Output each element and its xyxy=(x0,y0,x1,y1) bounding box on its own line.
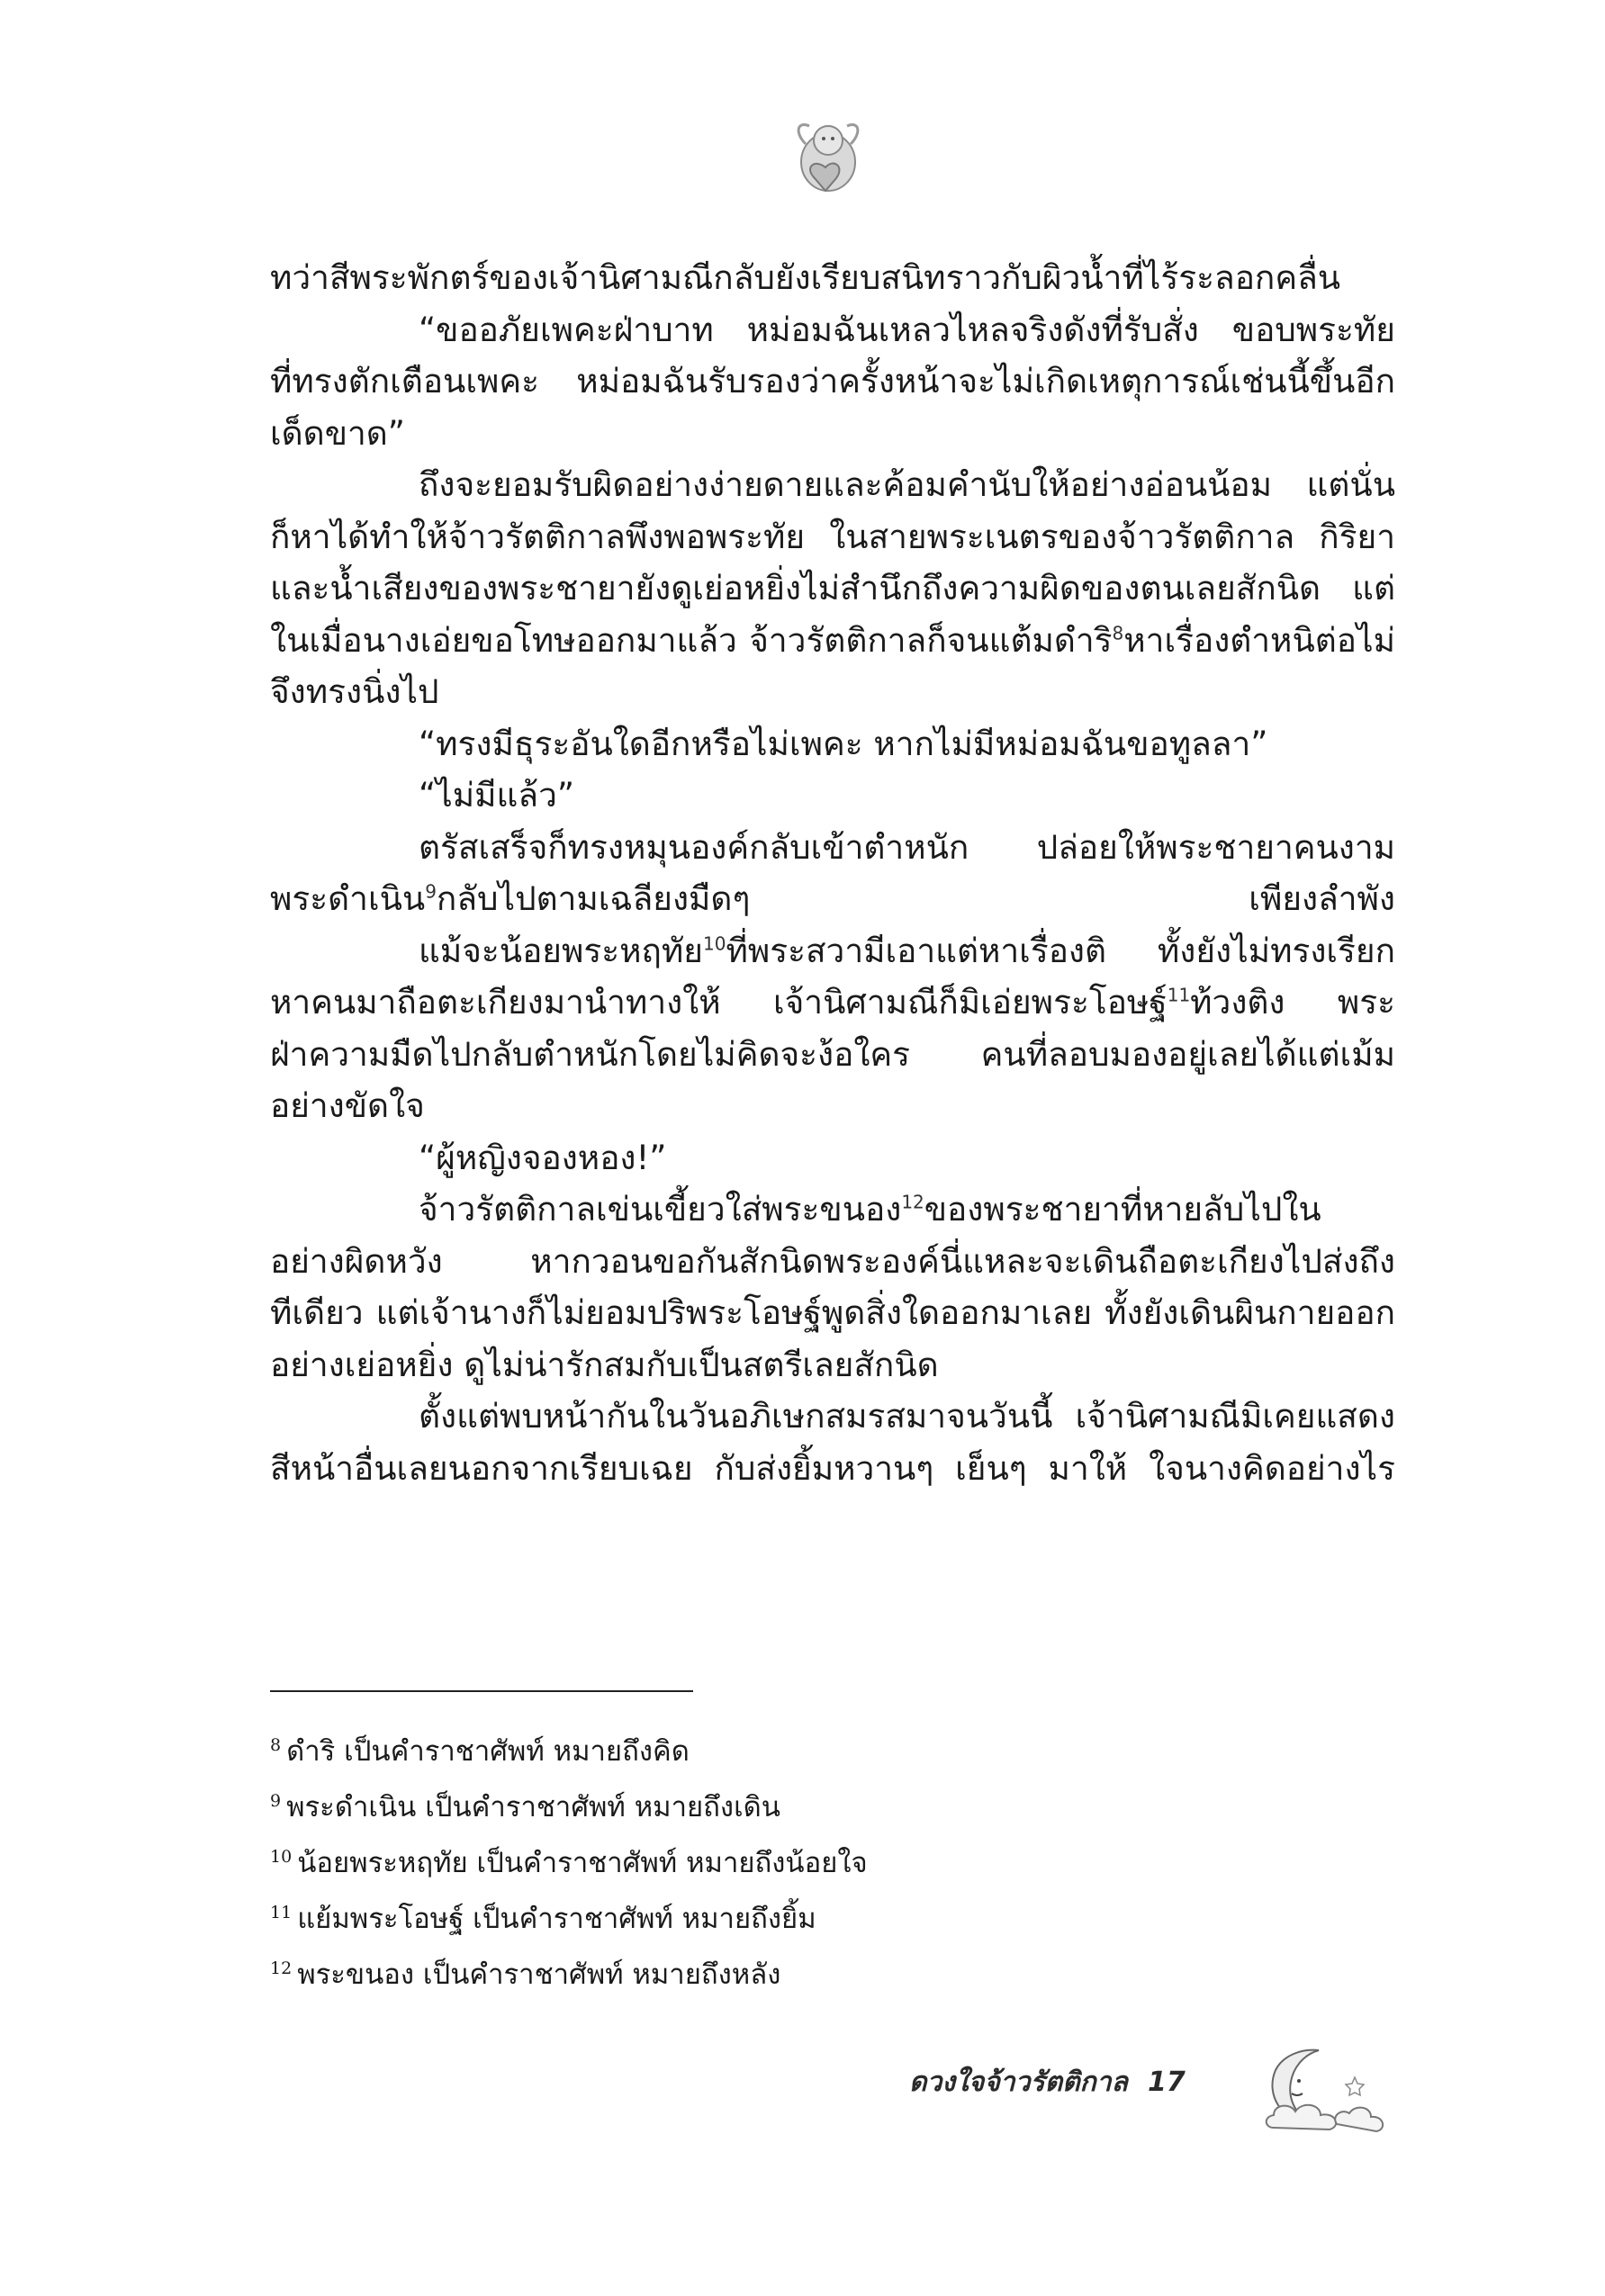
text-line xyxy=(270,615,1395,667)
footnote-number: 9 xyxy=(270,1790,282,1811)
text-segment: “ทรงมีธุระอันใดอีกหรือไม่เพคะ หากไม่มีหม่อมฉันขอทูลลา” xyxy=(419,724,1268,763)
footnote-text: พระขนอง เป็นคำราชาศัพท์ หมายถึงหลัง xyxy=(297,1958,781,1991)
text-line xyxy=(270,666,1395,718)
text-segment: แม้จะน้อยพระหฤทัย xyxy=(419,931,703,970)
footnote-text: พระดำเนิน เป็นคำราชาศัพท์ หมายถึงเดิน xyxy=(286,1791,780,1823)
text-line xyxy=(270,977,1395,1029)
text-line xyxy=(270,822,1395,874)
text-line xyxy=(270,770,1395,822)
footnote-reference: 11 xyxy=(1167,984,1191,1006)
footnote-number: 8 xyxy=(270,1734,282,1755)
text-segment: อย่างผิดหวัง หากวอนขอกันสักนิดพระองค์นี่แหละจะเดินถือตะเกียงไปส่งถึง xyxy=(270,1241,1395,1281)
text-segment: ที่พระสวามีเอาแต่หาเรื่องติ ทั้งยังไม่ทรงเรียก xyxy=(726,931,1395,970)
text-segment: “ขออภัยเพคะฝ่าบาท หม่อมฉันเหลวไหลจริงดังที่รับสั่ง ขอบพระทัย xyxy=(419,310,1395,349)
text-line xyxy=(270,718,1395,770)
text-segment: “ไม่มีแล้ว” xyxy=(419,776,575,815)
text-segment: กลับไปตามเฉลียงมืดๆ เพียงลำพัง xyxy=(436,879,1395,918)
text-segment: จ้าวรัตติกาลเข่นเขี้ยวใส่พระขนอง xyxy=(419,1190,902,1229)
footnote-number: 12 xyxy=(270,1958,293,1978)
text-segment: “ผู้หญิงจองหอง!” xyxy=(419,1138,667,1177)
text-segment: ทีเดียว แต่เจ้านางก็ไม่ยอมปริพระโอษฐ์พูดสิ่งใดออกมาเลย ทั้งยังเดินผินกายออก xyxy=(270,1293,1395,1332)
text-segment: ก็หาได้ทำให้จ้าวรัตติกาลพึงพอพระทัย ในสายพระเนตรของจ้าวรัตติกาล กิริยา xyxy=(270,517,1395,556)
footnote-text: ดำริ เป็นคำราชาศัพท์ หมายถึงคิด xyxy=(286,1735,690,1768)
text-segment: ตรัสเสร็จก็ทรงหมุนองค์กลับเข้าตำหนัก ปล่อยให้พระชายาคนงาม xyxy=(419,827,1395,867)
text-segment: ทว่าสีพระพักตร์ของเจ้านิศามณีกลับยังเรียบสนิทราวกับผิวน้ำที่ไร้ระลอกคลื่น xyxy=(270,258,1341,297)
text-line xyxy=(270,563,1395,615)
footnote-reference: 9 xyxy=(425,880,437,903)
footnote-text: น้อยพระหฤทัย เป็นคำราชาศัพท์ หมายถึงน้อยใจ xyxy=(297,1847,868,1879)
text-line xyxy=(270,1184,1395,1236)
footnote-reference: 10 xyxy=(702,932,726,955)
text-segment: อย่างเย่อหยิ่ง ดูไม่น่ารักสมกับเป็นสตรีเลยสักนิด xyxy=(270,1345,939,1384)
text-segment: ถึงจะยอมรับผิดอย่างง่ายดายและค้อมคำนับให้อย่างอ่อนน้อม แต่นั่น xyxy=(419,465,1395,504)
footnote xyxy=(270,1947,1395,2003)
text-segment: ที่ทรงตักเตือนเพคะ หม่อมฉันรับรองว่าครั้งหน้าจะไม่เกิดเหตุการณ์เช่นนี้ขึ้นอีก xyxy=(270,362,1395,401)
text-segment: สีหน้าอื่นเลยนอกจากเรียบเฉย กับส่งยิ้มหวานๆ เย็นๆ มาให้ ใจนางคิดอย่างไร xyxy=(270,1448,1395,1488)
footnote xyxy=(270,1891,1395,1947)
footnotes xyxy=(270,1724,1395,2003)
text-segment: ในเมื่อนางเอ่ยขอโทษออกมาแล้ว จ้าวรัตติกาลก็จนแต้มดำริ xyxy=(270,620,1113,660)
page-number: 17 xyxy=(1147,2066,1186,2098)
text-line xyxy=(270,1443,1395,1495)
crescent-moon-cloud-icon xyxy=(1256,2041,1409,2149)
body-text xyxy=(270,252,1395,1494)
text-segment: เด็ดขาด” xyxy=(270,413,405,453)
footnote-reference: 12 xyxy=(901,1191,924,1213)
footnote-divider xyxy=(270,1690,693,1692)
text-segment: อย่างขัดใจ xyxy=(270,1086,425,1125)
text-line xyxy=(270,459,1395,511)
cupid-heart-icon xyxy=(779,108,878,207)
footnote-number: 11 xyxy=(270,1902,293,1922)
text-line xyxy=(270,408,1395,460)
footnote-number: 10 xyxy=(270,1846,293,1867)
text-line xyxy=(270,873,1395,925)
text-segment: หาคนมาถือตะเกียงมานำทางให้ เจ้านิศามณีก็มิเอ่ยพระโอษฐ์ xyxy=(270,983,1168,1022)
footnote-text: แย้มพระโอษฐ์ เป็นคำราชาศัพท์ หมายถึงยิ้ม xyxy=(297,1903,816,1935)
text-segment: ของพระชายาที่หายลับไปใน xyxy=(924,1190,1321,1229)
text-segment: ท้วงติง พระ xyxy=(1190,983,1395,1022)
footnote xyxy=(270,1779,1395,1835)
text-line xyxy=(270,925,1395,977)
running-footer xyxy=(909,2061,1186,2103)
footnote xyxy=(270,1835,1395,1891)
book-title: ดวงใจจ้าวรัตติกาล xyxy=(909,2066,1128,2098)
text-line xyxy=(270,1080,1395,1132)
text-line xyxy=(270,1236,1395,1288)
text-line xyxy=(270,1391,1395,1443)
text-line xyxy=(270,1029,1395,1081)
text-line xyxy=(270,304,1395,356)
text-line xyxy=(270,1339,1395,1391)
footnote-reference: 8 xyxy=(1112,622,1124,644)
text-segment: ตั้งแต่พบหน้ากันในวันอภิเษกสมรสมาจนวันนี้ เจ้านิศามณีมิเคยแสดง xyxy=(419,1397,1395,1436)
text-segment: และน้ำเสียงของพระชายายังดูเย่อหยิ่งไม่สำนึกถึงความผิดของตนเลยสักนิด แต่ xyxy=(270,569,1395,608)
text-line xyxy=(270,511,1395,563)
text-segment: พระดำเนิน xyxy=(270,879,426,918)
text-line xyxy=(270,252,1395,304)
text-line xyxy=(270,1132,1395,1184)
text-line xyxy=(270,1287,1395,1339)
text-segment: หาเรื่องตำหนิต่อไม่ xyxy=(1123,620,1395,660)
text-segment: ฝ่าความมืดไปกลับตำหนักโดยไม่คิดจะง้อใคร คนที่ลอบมองอยู่เลยได้แต่เม้ม xyxy=(270,1034,1395,1074)
text-segment: จึงทรงนิ่งไป xyxy=(270,672,439,711)
text-line xyxy=(270,356,1395,408)
footnote xyxy=(270,1724,1395,1779)
